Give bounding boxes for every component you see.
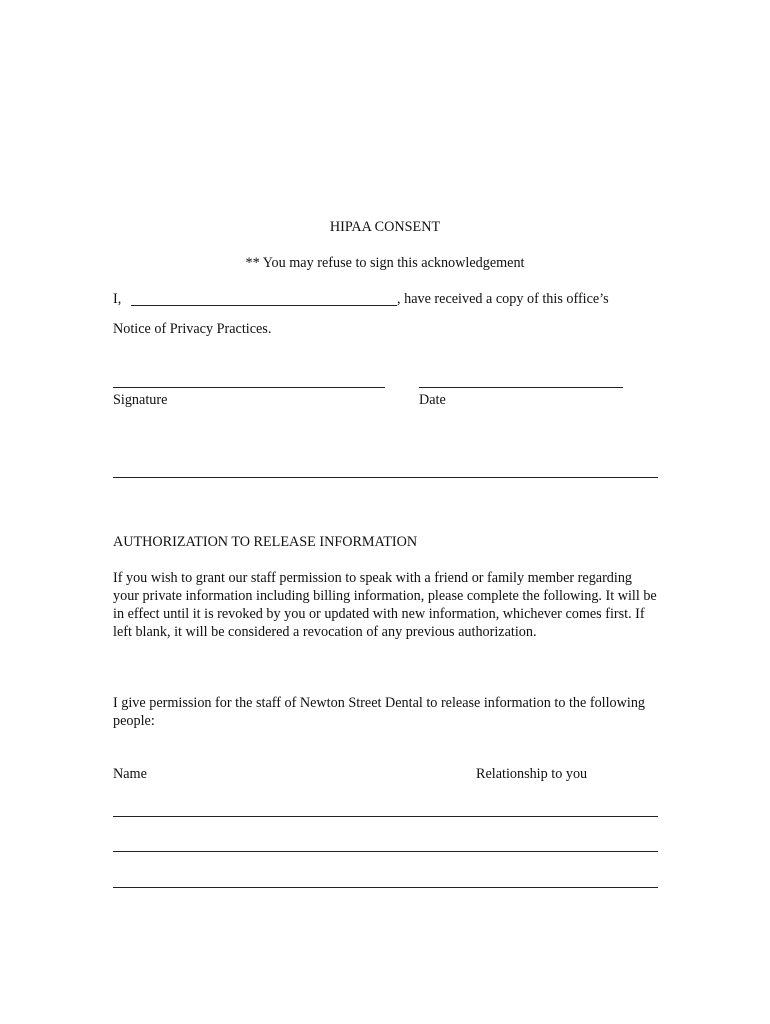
authorization-intro: If you wish to grant our staff permission to speak with a friend or family member regarding your private information including billing information, please complete the following. It will be in effect until it is revoked by you or updated with new information, whichever comes first. If left blank, it will be considered a revocation of any previous authorization. xyxy=(113,570,657,640)
patient-name-field[interactable] xyxy=(131,305,397,306)
person-entry-line-1[interactable] xyxy=(113,816,658,817)
notice-text: Notice of Privacy Practices. xyxy=(113,321,272,337)
section-divider xyxy=(113,477,658,478)
date-field[interactable] xyxy=(419,387,623,388)
name-prefix: I, xyxy=(113,291,122,307)
name-column-label: Name xyxy=(113,766,147,782)
signature-field[interactable] xyxy=(113,387,385,388)
document-title: HIPAA CONSENT xyxy=(329,219,441,235)
refuse-note: ** You may refuse to sign this acknowledgement xyxy=(245,255,525,271)
permission-statement: I give permission for the staff of Newton Street Dental to release information to the following people: xyxy=(113,695,646,729)
relationship-column-label: Relationship to you xyxy=(476,766,588,782)
date-label: Date xyxy=(419,392,446,408)
person-entry-line-2[interactable] xyxy=(113,851,658,852)
received-text: , have received a copy of this office’s xyxy=(397,291,609,307)
signature-label: Signature xyxy=(113,392,168,408)
person-entry-line-3[interactable] xyxy=(113,887,658,888)
authorization-heading: AUTHORIZATION TO RELEASE INFORMATION xyxy=(113,534,418,550)
